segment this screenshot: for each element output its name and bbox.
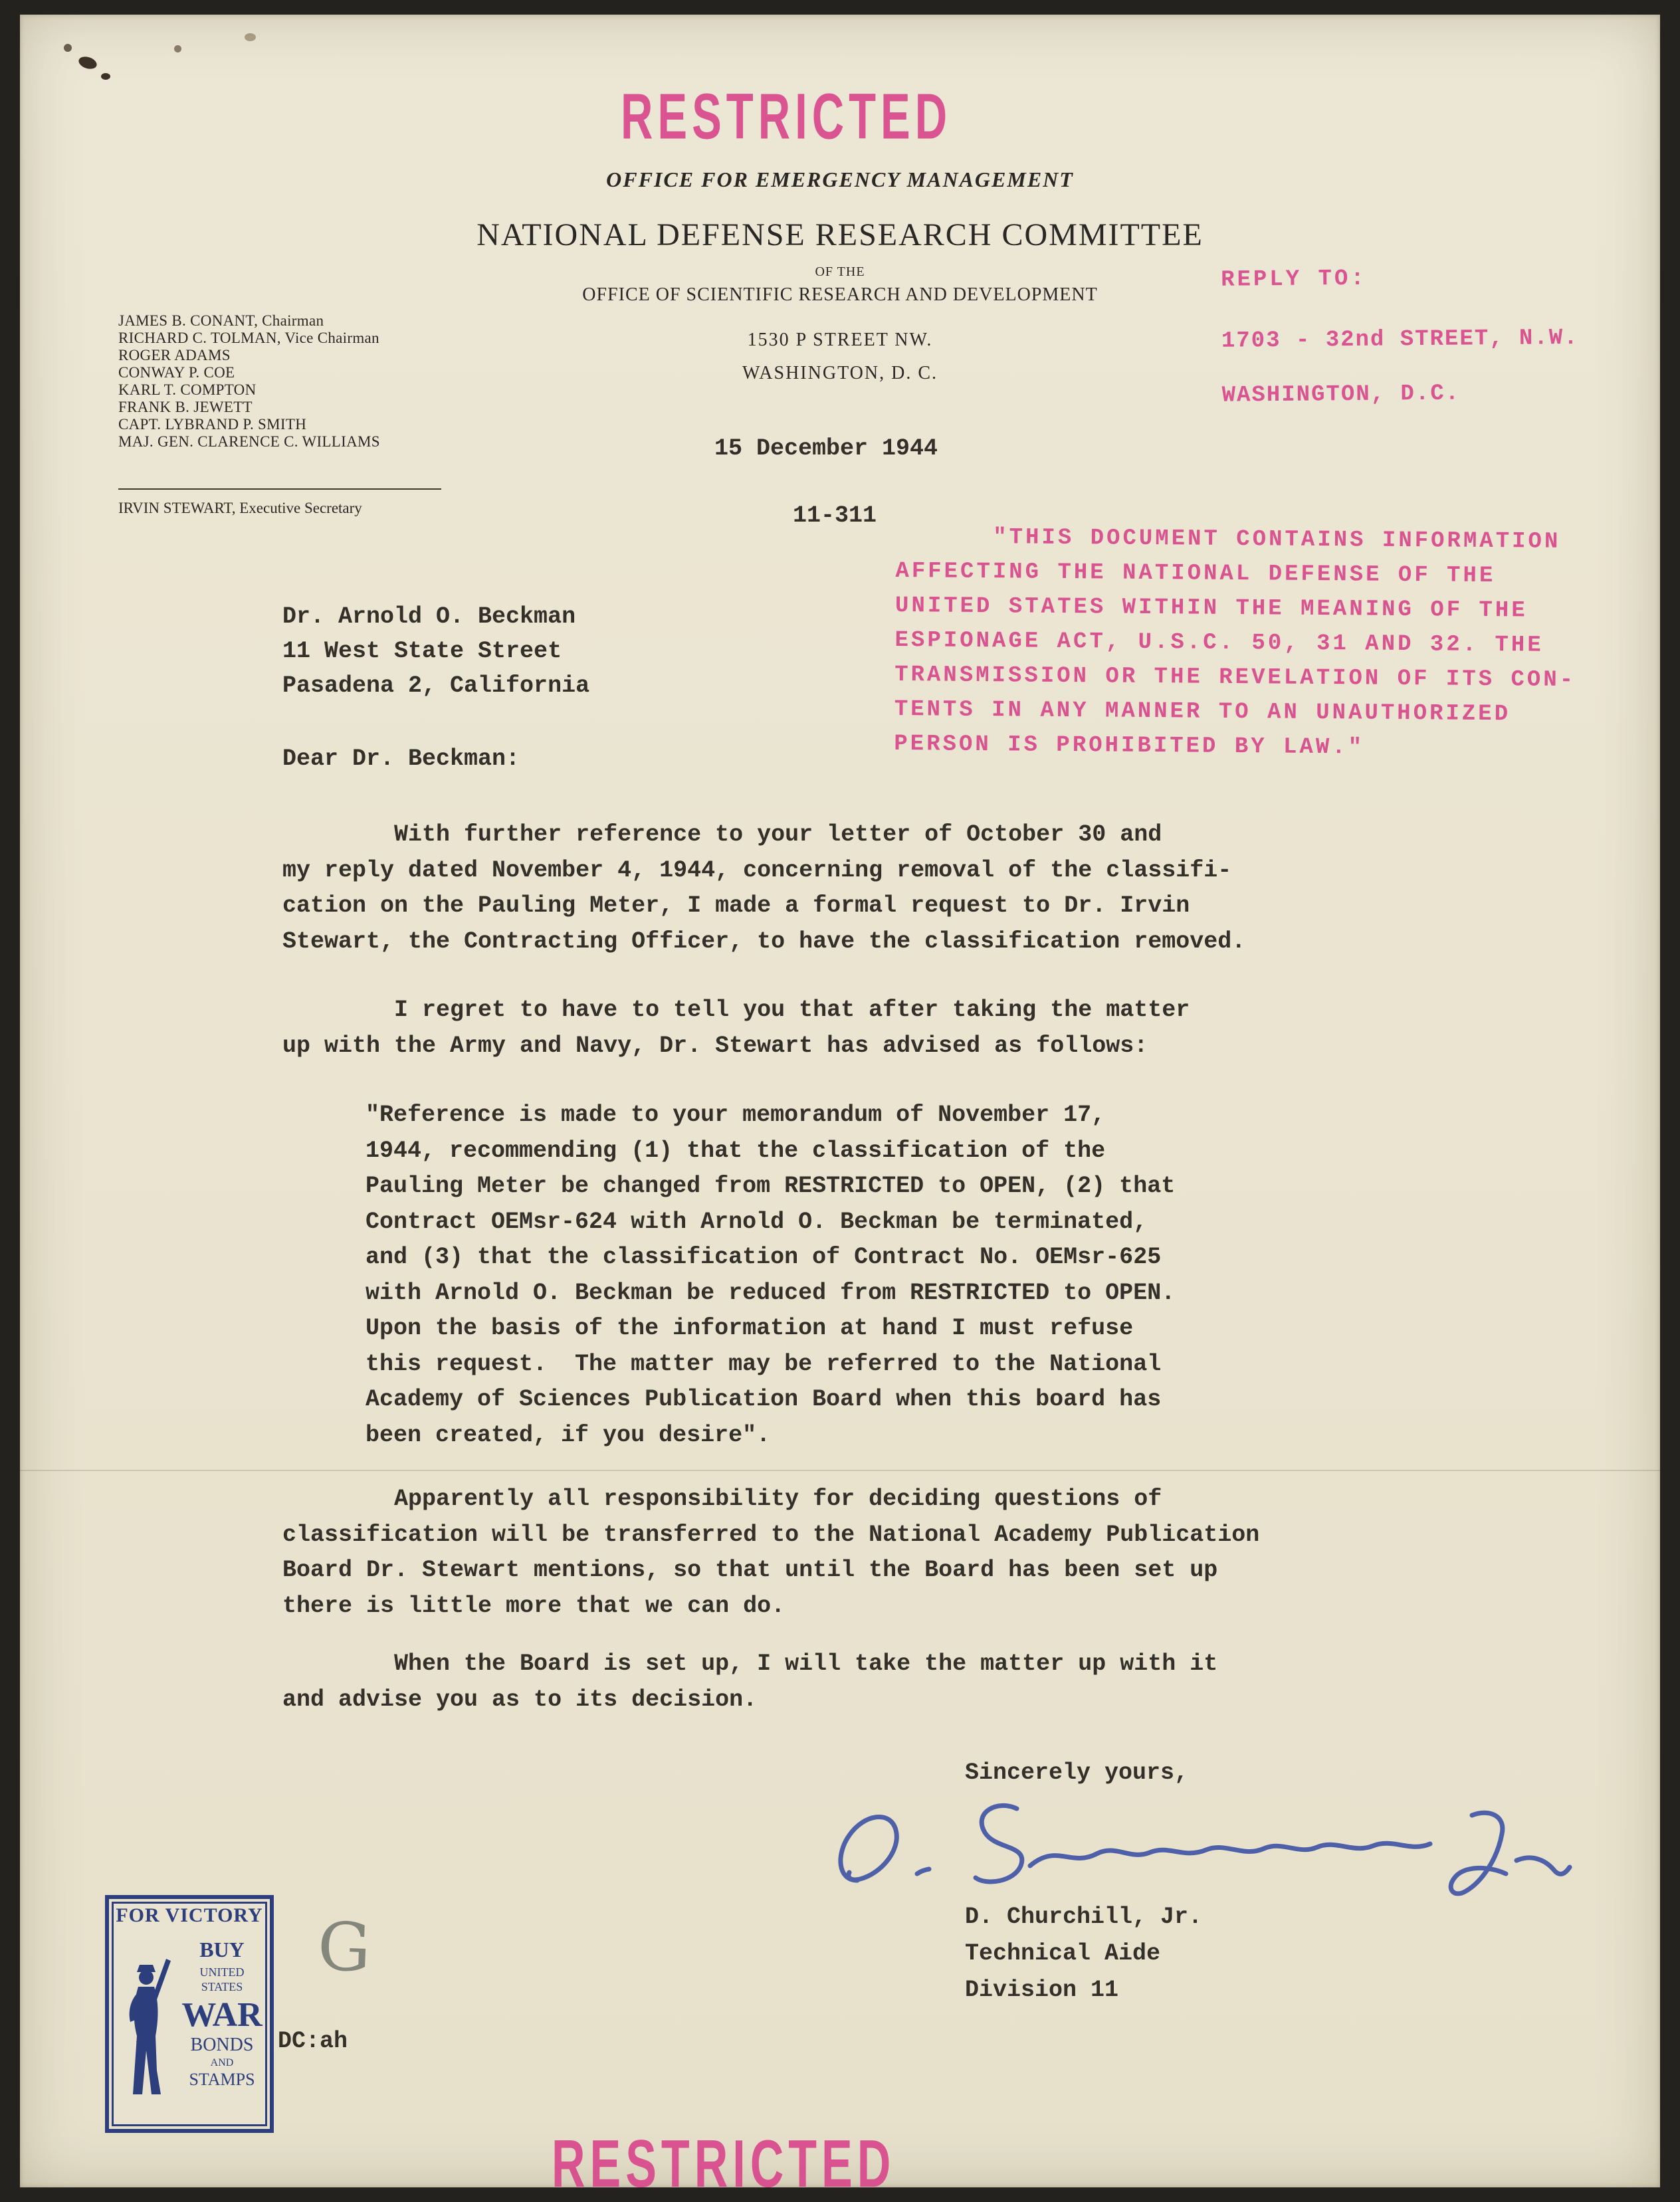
war-stamp-text-column	[178, 1938, 266, 2090]
text-line: 1944, recommending (1) that the classification of the	[366, 1137, 1106, 1164]
war-stamp-united: UNITED	[199, 1965, 245, 1979]
text-line: Academy of Sciences Publication Board when this board has	[366, 1386, 1162, 1413]
letterhead-divider-line	[118, 488, 441, 490]
text-line: KARL T. COMPTON	[118, 381, 257, 398]
text-line: D. Churchill, Jr.	[965, 1904, 1203, 1930]
espionage-act-stamp	[894, 520, 1577, 767]
restricted-stamp-top: RESTRICTED	[621, 80, 952, 153]
text-line: "Reference is made to your memorandum of November 17,	[366, 1102, 1106, 1128]
text-line: I regret to have to tell you that after taking the matter	[282, 997, 1190, 1023]
paper-crease	[20, 1470, 1660, 1471]
signature-block	[965, 1899, 1202, 2009]
body-quote-paragraph	[366, 1098, 1175, 1453]
ink-speck	[101, 73, 110, 80]
war-stamp-states: STATES	[201, 1980, 243, 1993]
text-line: With further reference to your letter of October 30 and	[282, 821, 1162, 848]
text-line: PERSON IS PROHIBITED BY LAW."	[894, 731, 1365, 761]
text-line: Contract OEMsr-624 with Arnold O. Beckman be terminated,	[366, 1208, 1148, 1235]
reply-to-stamp	[1221, 264, 1634, 427]
handwritten-signature	[817, 1781, 1602, 1914]
war-stamp-war: WAR	[181, 1996, 262, 2034]
text-line: my reply dated November 4, 1944, concerning removal of the classifi-	[282, 856, 1232, 884]
text-line: FRANK B. JEWETT	[118, 399, 253, 415]
restricted-stamp-bottom: RESTRICTED	[552, 2126, 896, 2201]
text-line: TRANSMISSION OR THE REVELATION OF ITS CON-	[894, 662, 1576, 694]
letterhead-of-the: OF THE	[815, 264, 865, 279]
body-paragraph-1	[282, 817, 1245, 959]
text-line: with Arnold O. Beckman be reduced from RESTRICTED to OPEN.	[366, 1279, 1176, 1306]
text-line: MAJ. GEN. CLARENCE C. WILLIAMS	[118, 433, 380, 450]
text-line: Division 11	[965, 1977, 1119, 2003]
body-paragraph-2	[282, 993, 1190, 1064]
text-line: "THIS DOCUMENT CONTAINS INFORMATION	[895, 524, 1561, 555]
body-paragraph-5	[282, 1647, 1217, 1718]
text-line: CAPT. LYBRAND P. SMITH	[118, 416, 307, 433]
reply-to-address: 1703 - 32nd STREET, N.W.	[1221, 326, 1579, 354]
text-line: ROGER ADAMS	[118, 347, 231, 363]
text-line: been created, if you desire".	[366, 1421, 771, 1449]
text-line: Technical Aide	[965, 1940, 1161, 1967]
letterhead-committee-name: NATIONAL DEFENSE RESEARCH COMMITTEE	[476, 217, 1204, 252]
text-line: Board Dr. Stewart mentions, so that until the Board has been set up	[282, 1557, 1218, 1583]
minuteman-icon	[114, 1938, 181, 2124]
text-line: Pauling Meter be changed from RESTRICTED to OPEN, (2) that	[366, 1173, 1176, 1199]
war-stamp-stamps: STAMPS	[189, 2070, 255, 2089]
war-stamp-and: AND	[210, 2057, 234, 2068]
text-line: cation on the Pauling Meter, I made a formal request to Dr. Irvin	[282, 892, 1190, 919]
file-number: 11-311	[793, 502, 877, 529]
letterhead-parent-office: OFFICE OF SCIENTIFIC RESEARCH AND DEVELOPMENT	[582, 284, 1098, 305]
executive-secretary-line: IRVIN STEWART, Executive Secretary	[118, 500, 362, 516]
text-line: this request. The matter may be referred to the National	[366, 1350, 1162, 1377]
ink-speck	[64, 44, 72, 52]
salutation: Dear Dr. Beckman:	[282, 746, 520, 772]
war-bonds-stamp	[105, 1895, 274, 2133]
ink-speck	[245, 33, 256, 41]
text-line: Upon the basis of the information at hand I must refuse	[366, 1315, 1134, 1342]
reply-to-city: WASHINGTON, D.C.	[1221, 381, 1461, 409]
text-line: and advise you as to its decision.	[282, 1686, 758, 1713]
text-line: RICHARD C. TOLMAN, Vice Chairman	[118, 330, 379, 346]
body-paragraph-4	[282, 1482, 1259, 1624]
text-line: AFFECTING THE NATIONAL DEFENSE OF THE	[895, 558, 1496, 589]
war-stamp-header: FOR VICTORY	[116, 1904, 263, 1926]
committee-member-list	[118, 312, 380, 450]
text-line: UNITED STATES WITHIN THE MEANING OF THE	[894, 593, 1528, 624]
text-line: 11 West State Street	[282, 638, 562, 664]
letterhead-city: WASHINGTON, D. C.	[742, 363, 938, 383]
recipient-address-block	[282, 599, 589, 703]
ink-speck	[174, 45, 181, 52]
war-stamp-bonds: BONDS	[190, 2035, 254, 2055]
reply-to-label: REPLY TO:	[1220, 266, 1367, 293]
text-line: ESPIONAGE ACT, U.S.C. 50, 31 AND 32. THE	[894, 627, 1544, 658]
typist-initials: DC:ah	[278, 2028, 348, 2054]
pencil-mark-g: G	[316, 1907, 372, 1987]
letterhead-street-address: 1530 P STREET NW.	[747, 330, 933, 350]
text-line: up with the Army and Navy, Dr. Stewart has advised as follows:	[282, 1032, 1148, 1059]
text-line: CONWAY P. COE	[118, 364, 235, 381]
text-line: Apparently all responsibility for deciding questions of	[282, 1486, 1162, 1512]
text-line: JAMES B. CONANT, Chairman	[118, 312, 324, 329]
text-line: there is little more that we can do.	[282, 1592, 786, 1619]
text-line: and (3) that the classification of Contract No. OEMsr-625	[366, 1244, 1162, 1270]
text-line: Pasadena 2, California	[282, 672, 590, 699]
text-line: TENTS IN ANY MANNER TO AN UNAUTHORIZED	[894, 696, 1511, 728]
letterhead-agency: OFFICE FOR EMERGENCY MANAGEMENT	[606, 167, 1074, 191]
text-line: Stewart, the Contracting Officer, to have the classification removed.	[282, 928, 1246, 955]
text-line: When the Board is set up, I will take the matter up with it	[282, 1651, 1218, 1677]
war-stamp-buy: BUY	[199, 1938, 245, 1961]
date-line: 15 December 1944	[714, 435, 938, 462]
text-line: classification will be transferred to the National Academy Publication	[282, 1521, 1260, 1548]
text-line: Dr. Arnold O. Beckman	[282, 603, 576, 630]
closing-line: Sincerely yours,	[965, 1759, 1189, 1786]
